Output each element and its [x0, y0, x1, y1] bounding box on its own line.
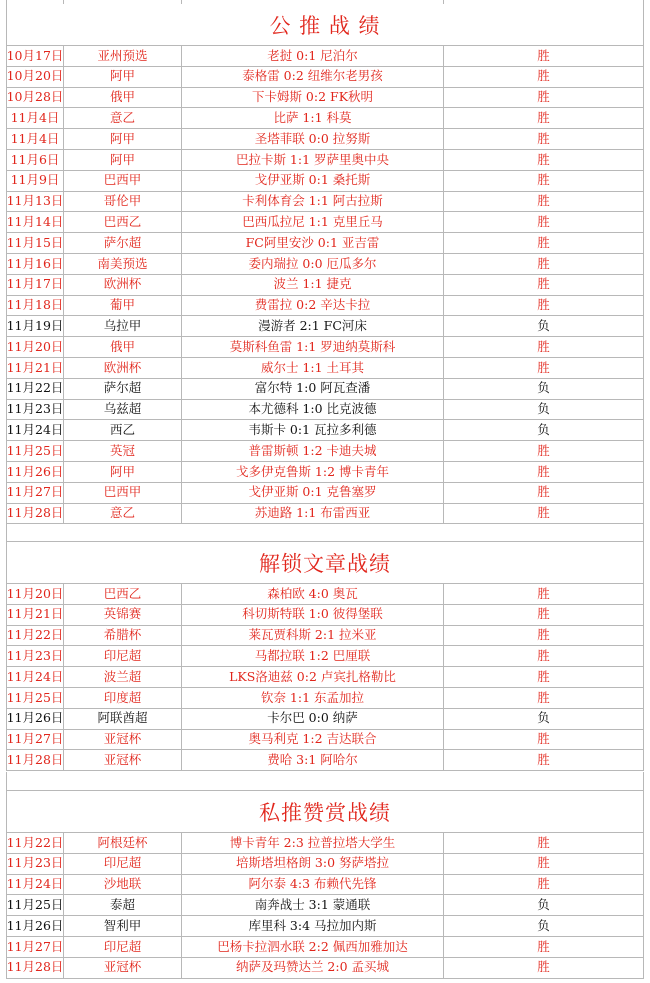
match-date: 11月28日: [6, 958, 64, 979]
match-result: 胜: [444, 46, 644, 67]
table-row: [6, 108, 644, 129]
league-name: 智利甲: [64, 916, 182, 937]
table-row: [6, 462, 644, 483]
match-score: 漫游者 2:1 FC河床: [182, 316, 444, 337]
league-name: 亚冠杯: [64, 750, 182, 771]
league-name: 沙地联: [64, 875, 182, 896]
match-score: FC阿里安沙 0:1 亚吉雷: [182, 233, 444, 254]
match-score: 下卡姆斯 0:2 FK秋明: [182, 88, 444, 109]
match-date: 11月9日: [6, 171, 64, 192]
match-result: 胜: [444, 233, 644, 254]
match-result: 胜: [444, 67, 644, 88]
match-score: 波兰 1:1 捷克: [182, 275, 444, 296]
table-row: [6, 833, 644, 854]
match-date: 11月24日: [6, 667, 64, 688]
league-name: 巴西乙: [64, 584, 182, 605]
match-date: 11月4日: [6, 129, 64, 150]
table-row: [6, 46, 644, 67]
league-name: 阿甲: [64, 150, 182, 171]
table-row: [6, 916, 644, 937]
table-row: [6, 129, 644, 150]
league-name: 巴西甲: [64, 483, 182, 504]
table-row: [6, 750, 644, 771]
match-date: 10月28日: [6, 88, 64, 109]
match-score: 森柏欧 4:0 奥瓦: [182, 584, 444, 605]
league-name: 波兰超: [64, 667, 182, 688]
match-score: 培斯塔坦格朗 3:0 努萨塔拉: [182, 854, 444, 875]
match-result: 胜: [444, 275, 644, 296]
match-result: 胜: [444, 646, 644, 667]
match-date: 11月26日: [6, 709, 64, 730]
league-name: 乌兹超: [64, 400, 182, 421]
match-date: 11月25日: [6, 895, 64, 916]
table-row: [6, 337, 644, 358]
match-date: 11月6日: [6, 150, 64, 171]
match-date: 11月27日: [6, 730, 64, 751]
match-date: 10月20日: [6, 67, 64, 88]
match-score: 卡尔巴 0:0 纳萨: [182, 709, 444, 730]
match-date: 11月28日: [6, 504, 64, 525]
league-name: 阿甲: [64, 462, 182, 483]
table-row: [6, 379, 644, 400]
league-name: 哥伦甲: [64, 192, 182, 213]
match-result: 胜: [444, 150, 644, 171]
match-result: 胜: [444, 254, 644, 275]
match-score: 莱瓦贾科斯 2:1 拉米亚: [182, 626, 444, 647]
league-name: 巴西甲: [64, 171, 182, 192]
match-result: 胜: [444, 296, 644, 317]
match-result: 胜: [444, 88, 644, 109]
league-name: 印度超: [64, 688, 182, 709]
match-date: 11月24日: [6, 420, 64, 441]
match-score: 巴拉卡斯 1:1 罗萨里奥中央: [182, 150, 444, 171]
match-score: 戈伊亚斯 0:1 桑托斯: [182, 171, 444, 192]
table-row: [6, 584, 644, 605]
league-name: 印尼超: [64, 937, 182, 958]
league-name: 印尼超: [64, 854, 182, 875]
table-row: [6, 937, 644, 958]
table-row: [6, 316, 644, 337]
table-row: [6, 192, 644, 213]
match-score: 奥马利克 1:2 吉达联合: [182, 730, 444, 751]
match-score: 巴西瓜拉尼 1:1 克里丘马: [182, 212, 444, 233]
league-name: 欧洲杯: [64, 358, 182, 379]
section-title: 解锁文章战绩: [6, 542, 644, 584]
match-result: 胜: [444, 750, 644, 771]
section-title: 公 推 战 绩: [6, 4, 644, 46]
match-date: 11月22日: [6, 833, 64, 854]
match-score: 委内瑞拉 0:0 厄瓜多尔: [182, 254, 444, 275]
match-score: 费雷拉 0:2 辛达卡拉: [182, 296, 444, 317]
league-name: 亚冠杯: [64, 958, 182, 979]
match-score: 科切斯特联 1:0 彼得堡联: [182, 605, 444, 626]
match-score: 马都拉联 1:2 巴厘联: [182, 646, 444, 667]
match-score: 苏迪路 1:1 布雷西亚: [182, 504, 444, 525]
section-spacer: [6, 772, 644, 791]
match-date: 11月24日: [6, 875, 64, 896]
table-row: [6, 958, 644, 979]
table-row: [6, 483, 644, 504]
match-result: 胜: [444, 937, 644, 958]
match-score: 富尔特 1:0 阿瓦查潘: [182, 379, 444, 400]
table-row: [6, 212, 644, 233]
league-name: 意乙: [64, 504, 182, 525]
match-score: 费哈 3:1 阿哈尔: [182, 750, 444, 771]
match-result: 胜: [444, 171, 644, 192]
league-name: 俄甲: [64, 88, 182, 109]
match-date: 11月17日: [6, 275, 64, 296]
match-score: 本尤德科 1:0 比克波德: [182, 400, 444, 421]
match-date: 11月23日: [6, 854, 64, 875]
table-row: [6, 667, 644, 688]
match-date: 11月14日: [6, 212, 64, 233]
match-date: 11月4日: [6, 108, 64, 129]
match-date: 10月17日: [6, 46, 64, 67]
match-score: 阿尔泰 4:3 布赖代先锋: [182, 875, 444, 896]
match-date: 11月20日: [6, 584, 64, 605]
match-date: 11月23日: [6, 646, 64, 667]
table-row: [6, 605, 644, 626]
match-score: 南奔战士 3:1 蒙通联: [182, 895, 444, 916]
match-result: 负: [444, 316, 644, 337]
league-name: 英冠: [64, 441, 182, 462]
league-name: 西乙: [64, 420, 182, 441]
league-name: 巴西乙: [64, 212, 182, 233]
match-date: 11月25日: [6, 441, 64, 462]
match-score: 莫斯科鱼雷 1:1 罗迪纳莫斯科: [182, 337, 444, 358]
league-name: 俄甲: [64, 337, 182, 358]
match-date: 11月28日: [6, 750, 64, 771]
league-name: 亚州预选: [64, 46, 182, 67]
table-row: [6, 150, 644, 171]
match-score: 韦斯卡 0:1 瓦拉多利德: [182, 420, 444, 441]
match-result: 胜: [444, 129, 644, 150]
match-result: 胜: [444, 688, 644, 709]
match-score: 圣塔菲联 0:0 拉努斯: [182, 129, 444, 150]
match-result: 胜: [444, 833, 644, 854]
table-row: [6, 626, 644, 647]
league-name: 泰超: [64, 895, 182, 916]
table-row: [6, 254, 644, 275]
match-result: 胜: [444, 875, 644, 896]
match-date: 11月22日: [6, 379, 64, 400]
match-date: 11月27日: [6, 483, 64, 504]
match-result: 胜: [444, 626, 644, 647]
match-result: 胜: [444, 958, 644, 979]
league-name: 阿联酋超: [64, 709, 182, 730]
match-date: 11月15日: [6, 233, 64, 254]
match-date: 11月20日: [6, 337, 64, 358]
table-row: [6, 875, 644, 896]
match-score: 普雷斯顿 1:2 卡迪夫城: [182, 441, 444, 462]
match-date: 11月21日: [6, 358, 64, 379]
match-result: 负: [444, 916, 644, 937]
match-score: 老挝 0:1 尼泊尔: [182, 46, 444, 67]
match-result: 负: [444, 895, 644, 916]
match-date: 11月27日: [6, 937, 64, 958]
match-result: 胜: [444, 462, 644, 483]
table-row: [6, 88, 644, 109]
match-result: 负: [444, 400, 644, 421]
league-name: 阿甲: [64, 129, 182, 150]
league-name: 印尼超: [64, 646, 182, 667]
match-result: 胜: [444, 730, 644, 751]
table-row: [6, 504, 644, 525]
league-name: 乌拉甲: [64, 316, 182, 337]
match-score: 戈伊亚斯 0:1 克鲁塞罗: [182, 483, 444, 504]
match-score: 纳萨及玛赞达兰 2:0 孟买城: [182, 958, 444, 979]
match-result: 胜: [444, 358, 644, 379]
match-score: 威尔士 1:1 土耳其: [182, 358, 444, 379]
table-row: [6, 233, 644, 254]
match-result: 负: [444, 709, 644, 730]
league-name: 南美预选: [64, 254, 182, 275]
match-result: 胜: [444, 584, 644, 605]
match-result: 胜: [444, 854, 644, 875]
league-name: 阿甲: [64, 67, 182, 88]
section-spacer: [6, 523, 644, 542]
match-date: 11月19日: [6, 316, 64, 337]
league-name: 萨尔超: [64, 379, 182, 400]
table-row: [6, 420, 644, 441]
table-row: [6, 646, 644, 667]
match-score: 库里科 3:4 马拉加内斯: [182, 916, 444, 937]
section-title: 私推赞赏战绩: [6, 791, 644, 833]
league-name: 葡甲: [64, 296, 182, 317]
match-result: 胜: [444, 212, 644, 233]
league-name: 阿根廷杯: [64, 833, 182, 854]
table-row: [6, 358, 644, 379]
table-row: [6, 895, 644, 916]
match-score: 博卡青年 2:3 拉普拉塔大学生: [182, 833, 444, 854]
match-date: 11月16日: [6, 254, 64, 275]
match-score: 戈多伊克鲁斯 1:2 博卡青年: [182, 462, 444, 483]
league-name: 希腊杯: [64, 626, 182, 647]
league-name: 欧洲杯: [64, 275, 182, 296]
table-row: [6, 296, 644, 317]
match-result: 负: [444, 420, 644, 441]
match-score: LKS洛迪兹 0:2 卢宾扎格勒比: [182, 667, 444, 688]
league-name: 英锦赛: [64, 605, 182, 626]
match-date: 11月18日: [6, 296, 64, 317]
table-row: [6, 400, 644, 421]
match-result: 胜: [444, 441, 644, 462]
match-score: 卡利体育会 1:1 阿古拉斯: [182, 192, 444, 213]
league-name: 亚冠杯: [64, 730, 182, 751]
match-date: 11月25日: [6, 688, 64, 709]
match-result: 胜: [444, 605, 644, 626]
table-row: [6, 709, 644, 730]
match-score: 巴杨卡拉泗水联 2:2 佩西加雅加达: [182, 937, 444, 958]
match-date: 11月26日: [6, 916, 64, 937]
match-date: 11月21日: [6, 605, 64, 626]
match-result: 胜: [444, 483, 644, 504]
match-result: 胜: [444, 504, 644, 525]
match-date: 11月22日: [6, 626, 64, 647]
match-score: 钦奈 1:1 东孟加拉: [182, 688, 444, 709]
match-score: 泰格雷 0:2 纽维尔老男孩: [182, 67, 444, 88]
match-score: 比萨 1:1 科莫: [182, 108, 444, 129]
table-row: [6, 275, 644, 296]
match-result: 胜: [444, 192, 644, 213]
table-row: [6, 688, 644, 709]
match-date: 11月13日: [6, 192, 64, 213]
match-result: 负: [444, 379, 644, 400]
table-row: [6, 730, 644, 751]
match-result: 胜: [444, 667, 644, 688]
match-result: 胜: [444, 337, 644, 358]
match-date: 11月26日: [6, 462, 64, 483]
table-row: [6, 854, 644, 875]
match-date: 11月23日: [6, 400, 64, 421]
table-row: [6, 441, 644, 462]
league-name: 萨尔超: [64, 233, 182, 254]
table-row: [6, 67, 644, 88]
match-result: 胜: [444, 108, 644, 129]
table-row: [6, 171, 644, 192]
league-name: 意乙: [64, 108, 182, 129]
